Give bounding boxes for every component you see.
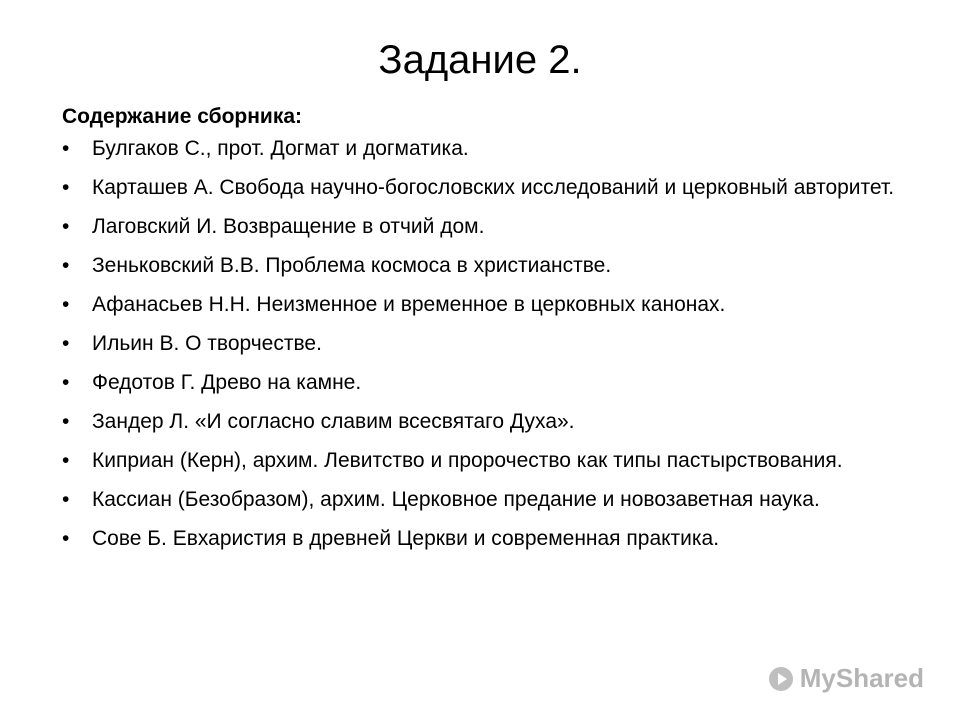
bullet-icon: •: [62, 371, 70, 394]
list-item-text: Карташев А. Свобода научно-богословских исследований и церковный авторитет.: [92, 176, 895, 199]
slide-subtitle: Содержание сборника:: [62, 105, 303, 128]
bullet-icon: •: [62, 527, 70, 550]
bullet-icon: •: [62, 410, 70, 433]
list-item: [62, 293, 922, 317]
list-item-text: Ильин В. О творчестве.: [92, 332, 322, 355]
bullet-icon: •: [62, 332, 70, 355]
list-item-text: Федотов Г. Древо на камне.: [92, 371, 362, 394]
list-item: [62, 371, 922, 395]
slide-title: Задание 2.: [378, 38, 582, 82]
bullet-icon: •: [62, 137, 70, 160]
list-item-text: Киприан (Керн), архим. Левитство и пророчество как типы пастырствования.: [92, 449, 843, 472]
list-item: [62, 410, 922, 434]
bullet-icon: •: [62, 176, 70, 199]
list-item: [62, 332, 922, 356]
play-icon: [768, 666, 794, 692]
list-item-text: Афанасьев Н.Н. Неизменное и временное в церковных канонах.: [92, 293, 726, 316]
list-item-text: Кассиан (Безобразом), архим. Церковное предание и новозаветная наука.: [92, 488, 820, 511]
list-item: [62, 137, 922, 161]
contents-list: [62, 137, 922, 566]
bullet-icon: •: [62, 488, 70, 511]
list-item-text: Зандер Л. «И согласно славим всесвятаго Духа».: [92, 410, 575, 433]
bullet-icon: •: [62, 254, 70, 277]
list-item: [62, 176, 922, 200]
list-item-text: Сове Б. Евхаристия в древней Церкви и современная практика.: [92, 527, 720, 550]
bullet-icon: •: [62, 449, 70, 472]
list-item-text: Лаговский И. Возвращение в отчий дом.: [92, 215, 485, 238]
list-item: [62, 254, 922, 278]
list-item: [62, 215, 922, 239]
watermark: [768, 663, 924, 694]
list-item-text: Зеньковский В.В. Проблема космоса в христианстве.: [92, 254, 612, 277]
list-item: [62, 449, 922, 473]
bullet-icon: •: [62, 293, 70, 316]
list-item: [62, 488, 922, 512]
list-item-text: Булгаков С., прот. Догмат и догматика.: [92, 137, 469, 160]
watermark-text: MyShared: [799, 663, 924, 693]
list-item: [62, 527, 922, 551]
bullet-icon: •: [62, 215, 70, 238]
